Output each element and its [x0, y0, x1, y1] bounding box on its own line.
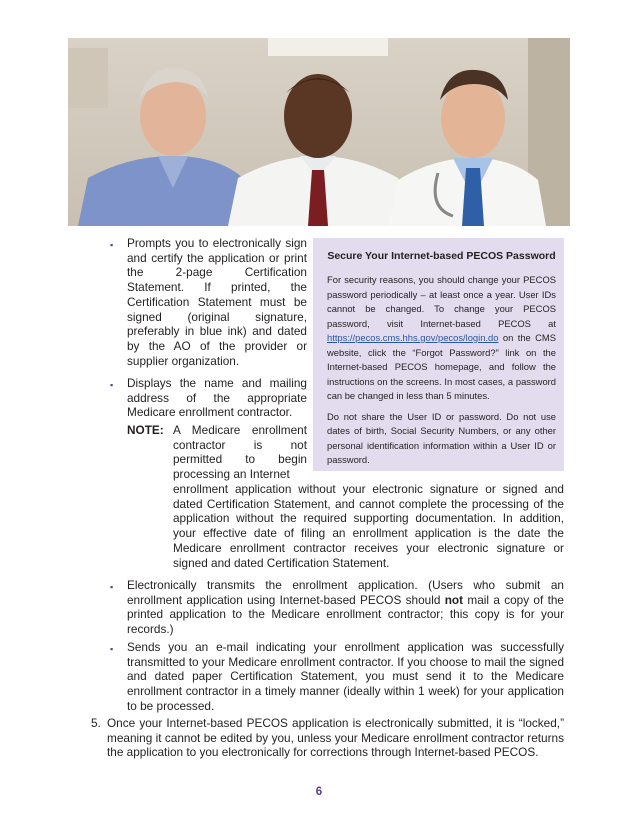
pecos-login-link[interactable]: https://pecos.cms.hhs.gov/pecos/login.do: [327, 332, 499, 343]
bullet-marker: ▪: [110, 380, 114, 390]
bullet-marker: ▪: [110, 240, 114, 250]
bullet-4-text: Sends you an e-mail indicating your enrollment application was successfully transmitted to your Medicare enrollment contractor. If you choose to mail the signed and dated paper Certification Statement, you must send it to the Medicare enrollment contractor in a timely manner (ideally within 1 week) for your application to be processed.: [127, 640, 564, 713]
note-text-wide: enrollment application without your electronic signature or signed and dated Certification Statement, and cannot complete the processing of the application without the required supporting documentation. In addition, your effective date of filing an enrollment application is the date the Medicare enrollment contractor receives your electronic signature or signed and dated Certification Statement.: [173, 482, 564, 570]
item-5-number: 5.: [91, 716, 101, 730]
item-5-text: Once your Internet-based PECOS application is electronically submitted, it is “locked,” meaning it cannot be edited by you, unless your Medicare enrollment contractor returns the application to you electronically for corrections through Internet-based PECOS.: [107, 716, 564, 760]
bullet-marker: ▪: [110, 644, 114, 654]
note-text-narrow: A Medicare enrollment contractor is not permitted to begin processing an Internet: [173, 423, 307, 482]
doctors-photo: [68, 38, 570, 226]
bullet-marker: ▪: [110, 582, 114, 592]
note-label: NOTE:: [127, 423, 164, 437]
sidebar-title: Secure Your Internet-based PECOS Password: [327, 250, 556, 262]
password-sidebar: [313, 238, 564, 471]
bullet-2-text: Displays the name and mailing address of the appropriate Medicare enrollment contractor.: [127, 376, 307, 420]
sidebar-paragraph-2: Do not share the User ID or password. Do not use dates of birth, Social Security Numbers, or any other personal identification information within a User ID or password.: [327, 410, 556, 465]
bullet-1-text: Prompts you to electronically sign and certify the application or print the 2-page Certification Statement. If printed, the Certification Statement must be signed (original signature, preferably in blue ink) and dated by the AO of the provider or supplier organization.: [127, 236, 307, 368]
page-number: 6: [315, 786, 323, 798]
sidebar-paragraph-1: For security reasons, you should change your PECOS password periodically – at least once a year. User IDs cannot be changed. To change your PECOS password, visit Internet-based PECOS at https://pecos.cms.hhs.gov/pecos/login.do on the CMS website, click the “Forgot Password?” link on the Internet-based PECOS homepage, and follow the instructions on the screens. In most cases, a password can be changed in less than 5 minutes.: [327, 274, 556, 401]
bullet-3-text: Electronically transmits the enrollment application. (Users who submit an enrollment application using Internet-based PECOS should not mail a copy of the printed application to the Medicare enrollment contractor; this copy is for your records.): [127, 578, 564, 637]
three-doctors-photo-icon: [68, 38, 570, 226]
